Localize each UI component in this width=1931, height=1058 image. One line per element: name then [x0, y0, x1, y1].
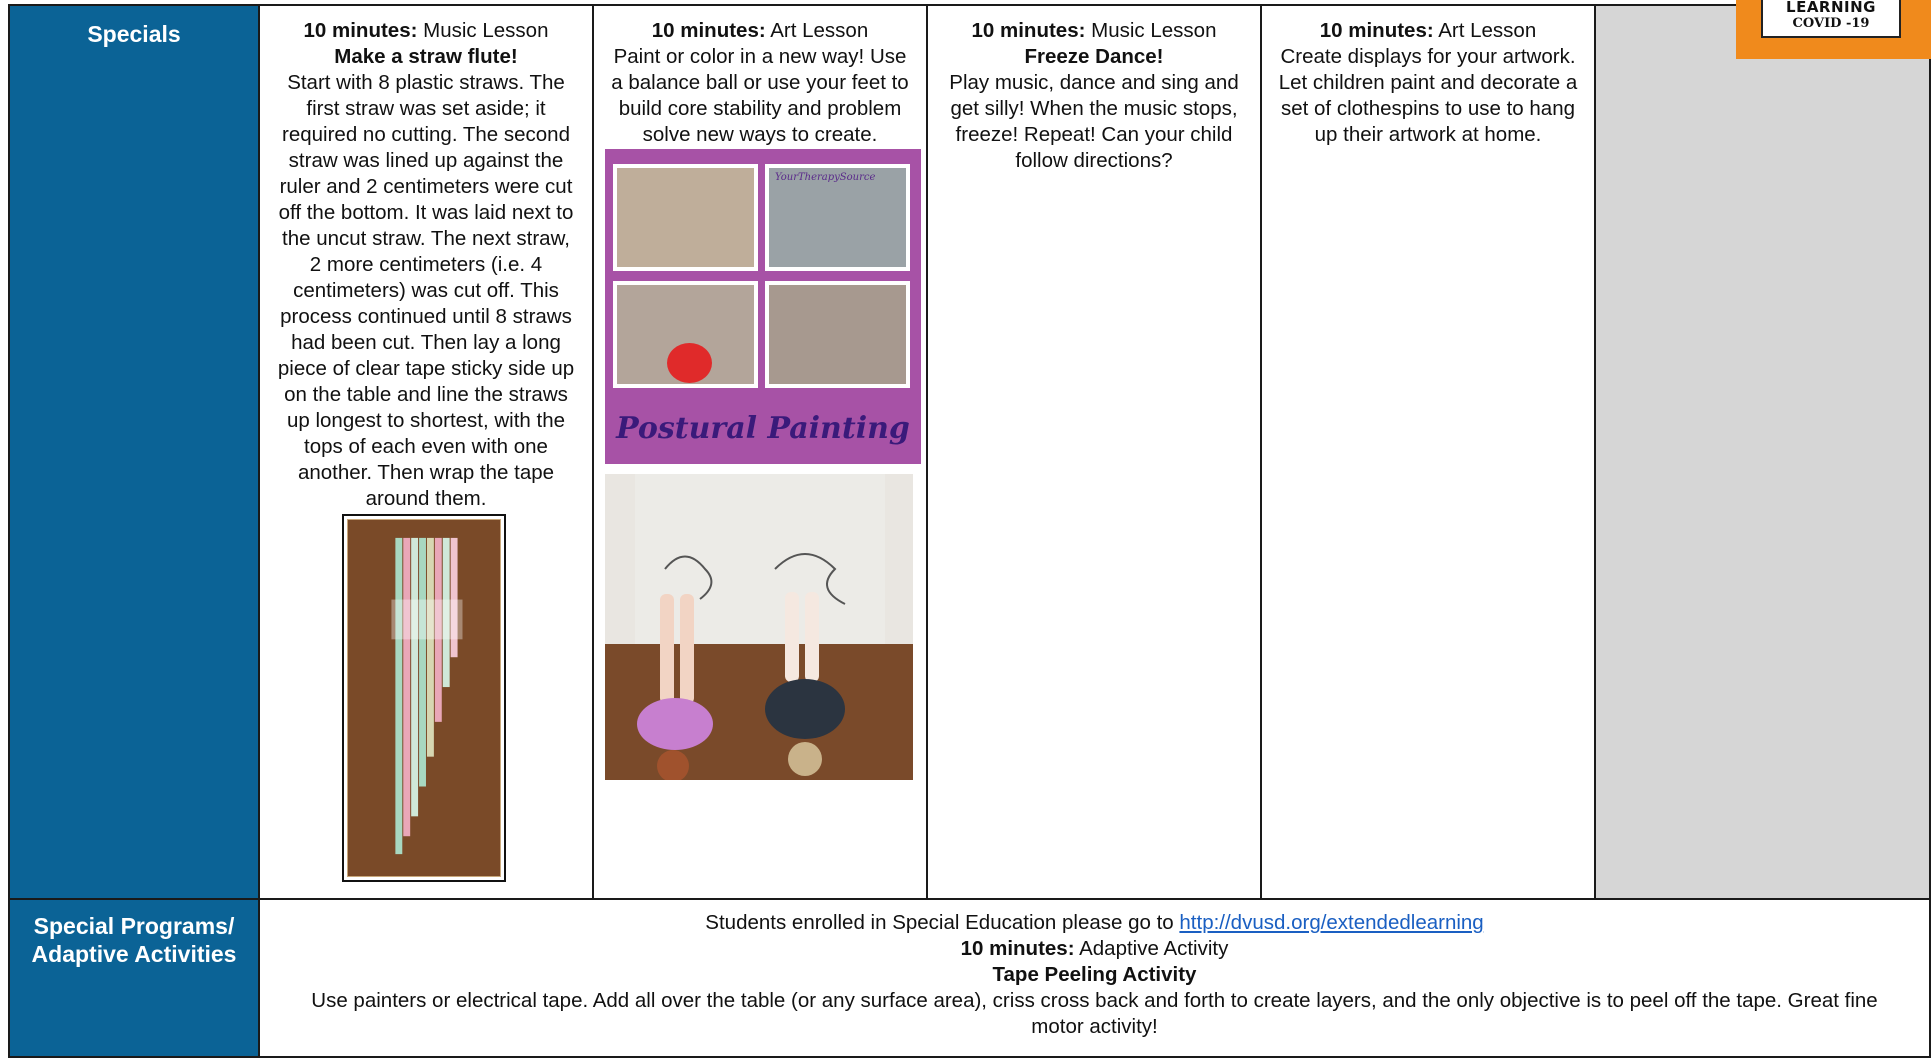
body-line: up their artwork at home. [1314, 123, 1542, 146]
body-line: Start with 8 plastic straws. The [287, 71, 565, 94]
row-label-specials [8, 4, 260, 900]
programs-intro: Students enrolled in Special Education please go to [705, 911, 1180, 934]
body-line: up longest to shortest, with the [286, 409, 566, 432]
body-line: Paint or color in a new way! Use [613, 45, 907, 68]
body-line: process continued until 8 straws [280, 305, 572, 328]
body-line: had been cut. Then lay a long [291, 331, 561, 354]
programs-intro-line [266, 910, 1923, 936]
body-line: a balance ball or use your feet to [611, 71, 909, 94]
duration-label: 10 minutes: [651, 19, 766, 42]
specials-cell-music-freeze-dance [926, 4, 1262, 900]
straws-illustration [348, 520, 500, 876]
covid-learning-badge [1736, 0, 1931, 59]
body-line: required no cutting. The second [282, 123, 570, 146]
collage-photo [613, 281, 758, 388]
lesson-type: Art Lesson [1433, 19, 1537, 42]
body-line: motor activity! [1031, 1015, 1158, 1038]
activity-heading: Tape Peeling Activity [992, 963, 1197, 986]
duration-label: 10 minutes: [960, 937, 1075, 960]
body-line: on the table and line the straws [284, 383, 568, 406]
body-line: Play music, dance and sing and [949, 71, 1239, 94]
body-line: the uncut straw. The next straw, [282, 227, 570, 250]
body-line: tops of each even with one [304, 435, 548, 458]
collage-photo [765, 164, 910, 271]
body-line: Let children paint and decorate a [1278, 71, 1578, 94]
lesson-type: Art Lesson [765, 19, 869, 42]
body-line: build core stability and problem [618, 97, 902, 120]
duration-label: 10 minutes: [1319, 19, 1434, 42]
watermark-text: YourTherapySource [775, 172, 876, 183]
cell-lead [600, 18, 920, 44]
cell-lead [1268, 18, 1588, 44]
body-line: 2 more centimeters (i.e. 4 [309, 253, 543, 276]
cell-lead [266, 18, 586, 44]
duration-label: 10 minutes: [303, 19, 418, 42]
cell-lead [266, 936, 1923, 962]
specials-label: Specials [87, 21, 181, 47]
straw-flute-photo [342, 514, 506, 882]
body-line: another. Then wrap the tape [297, 461, 555, 484]
body-line: Use painters or electrical tape. Add all over the table (or any surface area), criss cross back and forth to create layers, and the only objective is to peel off the tape. Great fine [311, 989, 1878, 1012]
programs-label-line2: Adaptive Activities [31, 941, 237, 967]
straw-flute-image [347, 519, 501, 877]
body-line: piece of clear tape sticky side up [277, 357, 575, 380]
row-label-special-programs [8, 898, 260, 1058]
body-line: follow directions? [1015, 149, 1173, 172]
body-line: Create displays for your artwork. [1280, 45, 1576, 68]
collage-photo [765, 281, 910, 388]
collage-photo [613, 164, 758, 271]
body-line: around them. [365, 487, 487, 510]
activity-heading: Make a straw flute! [334, 45, 518, 68]
cell-lead [934, 18, 1254, 44]
duration-label: 10 minutes: [971, 19, 1086, 42]
badge-label-box [1761, 0, 1901, 38]
extended-learning-link[interactable]: http://dvusd.org/extendedlearning [1179, 911, 1484, 934]
lesson-type: Music Lesson [1085, 19, 1217, 42]
body-line: freeze! Repeat! Can your child [955, 123, 1233, 146]
body-line: centimeters) was cut off. This [293, 279, 559, 302]
programs-cell [258, 898, 1931, 1058]
badge-subtitle: COVID -19 [1792, 16, 1870, 31]
lesson-type: Music Lesson [417, 19, 549, 42]
floor-painting-photo [605, 474, 913, 780]
lesson-type: Adaptive Activity [1074, 937, 1229, 960]
balance-ball-shape [667, 343, 712, 383]
body-line: off the bottom. It was laid next to [278, 201, 574, 224]
body-line: set of clothespins to use to hang [1280, 97, 1576, 120]
postural-painting-collage [605, 149, 921, 464]
badge-title: LEARNING [1786, 0, 1876, 16]
children-illustration [605, 474, 913, 780]
specials-cell-empty [1594, 4, 1931, 900]
collage-title: Postural Painting [616, 411, 910, 446]
body-line: ruler and 2 centimeters were cut [279, 175, 573, 198]
body-line: first straw was set aside; it [306, 97, 546, 120]
programs-label-line1: Special Programs/ [33, 913, 235, 939]
body-line: get silly! When the music stops, [950, 97, 1238, 120]
activity-heading: Freeze Dance! [1024, 45, 1164, 68]
body-line: solve new ways to create. [642, 123, 878, 146]
body-line: straw was lined up against the [288, 149, 564, 172]
specials-cell-art-displays [1260, 4, 1596, 900]
